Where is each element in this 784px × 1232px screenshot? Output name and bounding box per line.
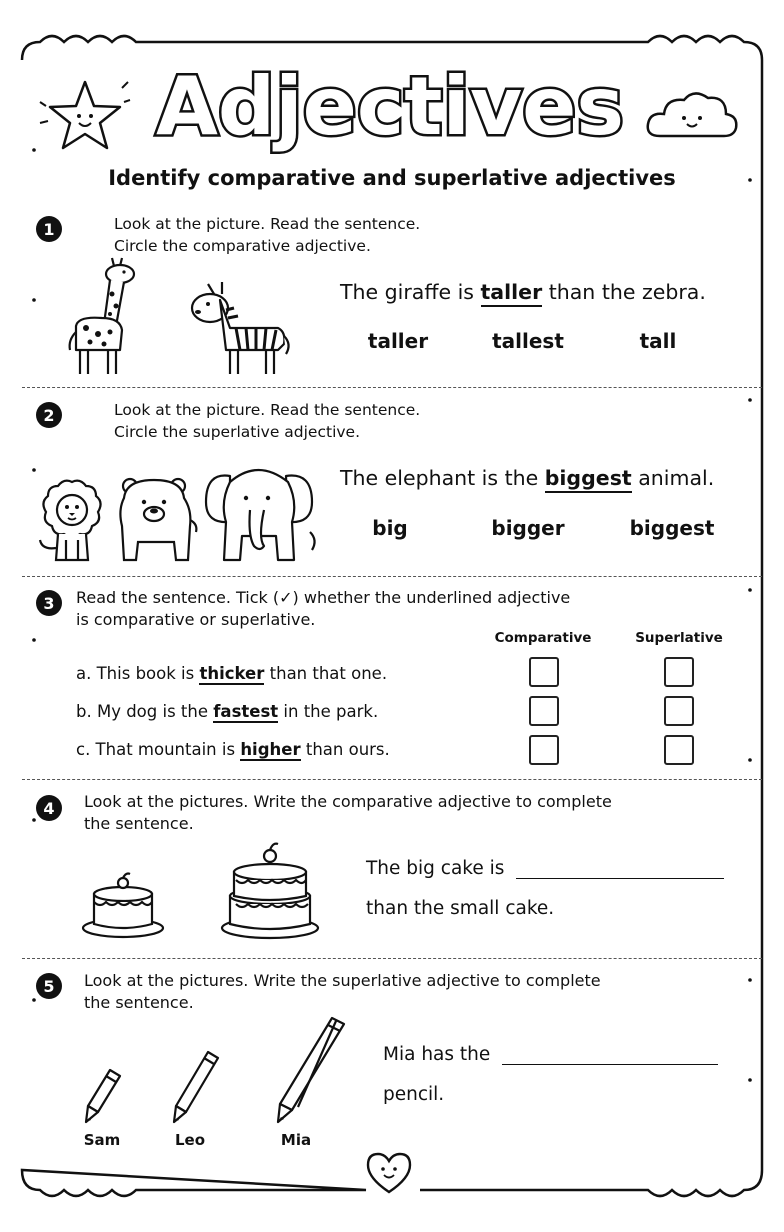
q3-instruction-line: Read the sentence. Tick (✓) whether the underlined adjective bbox=[76, 588, 571, 607]
underlined-adjective: fastest bbox=[213, 702, 279, 721]
q1-option-tallest[interactable]: tallest bbox=[492, 329, 564, 353]
checkbox-a-comparative[interactable] bbox=[529, 657, 559, 687]
q2-sentence bbox=[340, 466, 714, 490]
section-divider bbox=[22, 576, 762, 577]
sentence-text: The big cake is bbox=[366, 858, 505, 879]
sentence-text: than the zebra. bbox=[542, 280, 706, 304]
q5-instruction-line: the sentence. bbox=[84, 993, 194, 1012]
q3-item-b bbox=[76, 702, 378, 721]
underlined-adjective: higher bbox=[240, 740, 301, 759]
long-pencil-icon bbox=[276, 1016, 348, 1124]
checkbox-c-superlative[interactable] bbox=[664, 735, 694, 765]
q3-instruction-line: is comparative or superlative. bbox=[76, 610, 316, 629]
q2-instruction-line: Circle the superlative adjective. bbox=[114, 423, 361, 441]
item-text: c. That mountain is bbox=[76, 740, 241, 759]
title-graphic bbox=[140, 52, 640, 162]
sentence-text: The giraffe is bbox=[340, 280, 481, 304]
question-number: 1 bbox=[36, 216, 62, 242]
q2-option-bigger[interactable]: bigger bbox=[491, 516, 565, 540]
short-pencil-icon bbox=[84, 1068, 124, 1124]
star-icon bbox=[40, 76, 130, 156]
q4-instruction-line: the sentence. bbox=[84, 814, 194, 833]
section-divider bbox=[22, 779, 762, 780]
section-divider bbox=[22, 958, 762, 959]
big-cake-icon bbox=[218, 838, 322, 942]
question-number: 2 bbox=[36, 402, 62, 428]
q5-sentence-line2: pencil. bbox=[383, 1084, 445, 1105]
q5-instructions bbox=[84, 970, 601, 1014]
page-subtitle: Identify comparative and superlative adjectives bbox=[108, 166, 676, 190]
q1-option-tall[interactable]: tall bbox=[639, 329, 677, 353]
q1-instructions bbox=[114, 213, 420, 257]
name-label-mia: Mia bbox=[280, 1131, 312, 1149]
q4-instruction-line: Look at the pictures. Write the comparative adjective to complete bbox=[84, 792, 612, 811]
q1-sentence bbox=[340, 280, 706, 304]
cloud-icon bbox=[646, 86, 738, 142]
checkbox-b-superlative[interactable] bbox=[664, 696, 694, 726]
q2-option-biggest[interactable]: biggest bbox=[629, 516, 715, 540]
bear-icon bbox=[116, 476, 200, 564]
q3-item-c bbox=[76, 740, 390, 759]
q4-sentence-line1 bbox=[366, 858, 724, 879]
checkbox-a-superlative[interactable] bbox=[664, 657, 694, 687]
answer-blank[interactable] bbox=[502, 1064, 718, 1065]
q1-instruction-line: Look at the picture. Read the sentence. bbox=[114, 215, 421, 233]
underlined-adjective: thicker bbox=[199, 664, 265, 683]
item-text: than that one. bbox=[264, 664, 388, 683]
underlined-adjective: taller bbox=[481, 280, 543, 307]
q3-instructions bbox=[76, 587, 570, 631]
question-number: 4 bbox=[36, 795, 62, 821]
q5-instruction-line: Look at the pictures. Write the superlative adjective to complete bbox=[84, 971, 601, 990]
q2-instructions bbox=[114, 399, 420, 443]
answer-blank[interactable] bbox=[516, 878, 724, 879]
q1-option-taller[interactable]: taller bbox=[367, 329, 429, 353]
item-text: than ours. bbox=[300, 740, 390, 759]
question-number: 3 bbox=[36, 590, 62, 616]
q4-instructions bbox=[84, 791, 612, 835]
medium-pencil-icon bbox=[172, 1050, 222, 1124]
item-text: in the park. bbox=[278, 702, 379, 721]
item-text: b. My dog is the bbox=[76, 702, 214, 721]
small-cake-icon bbox=[80, 872, 166, 940]
underlined-adjective: biggest bbox=[545, 466, 632, 493]
heart-icon bbox=[364, 1150, 414, 1196]
q5-sentence-line1 bbox=[383, 1044, 718, 1065]
q2-option-big[interactable]: big bbox=[372, 516, 408, 540]
elephant-icon bbox=[202, 462, 320, 564]
q4-sentence-line2: than the small cake. bbox=[366, 898, 555, 919]
q2-instruction-line: Look at the picture. Read the sentence. bbox=[114, 401, 421, 419]
giraffe-icon bbox=[64, 254, 144, 378]
page-title: Adjectives bbox=[156, 60, 624, 153]
sentence-text: Mia has the bbox=[383, 1044, 491, 1065]
q1-instruction-line: Circle the comparative adjective. bbox=[114, 237, 371, 255]
column-header-comparative: Comparative bbox=[494, 630, 592, 646]
question-number: 5 bbox=[36, 973, 62, 999]
item-text: a. This book is bbox=[76, 664, 200, 683]
column-header-superlative: Superlative bbox=[635, 630, 723, 646]
lion-icon bbox=[36, 478, 106, 564]
name-label-sam: Sam bbox=[83, 1131, 121, 1149]
name-label-leo: Leo bbox=[174, 1131, 206, 1149]
zebra-icon bbox=[186, 280, 292, 378]
sentence-text: animal. bbox=[631, 466, 715, 490]
checkbox-c-comparative[interactable] bbox=[529, 735, 559, 765]
sentence-text: The elephant is the bbox=[340, 466, 545, 490]
checkbox-b-comparative[interactable] bbox=[529, 696, 559, 726]
q3-item-a bbox=[76, 664, 387, 683]
section-divider bbox=[22, 387, 762, 388]
